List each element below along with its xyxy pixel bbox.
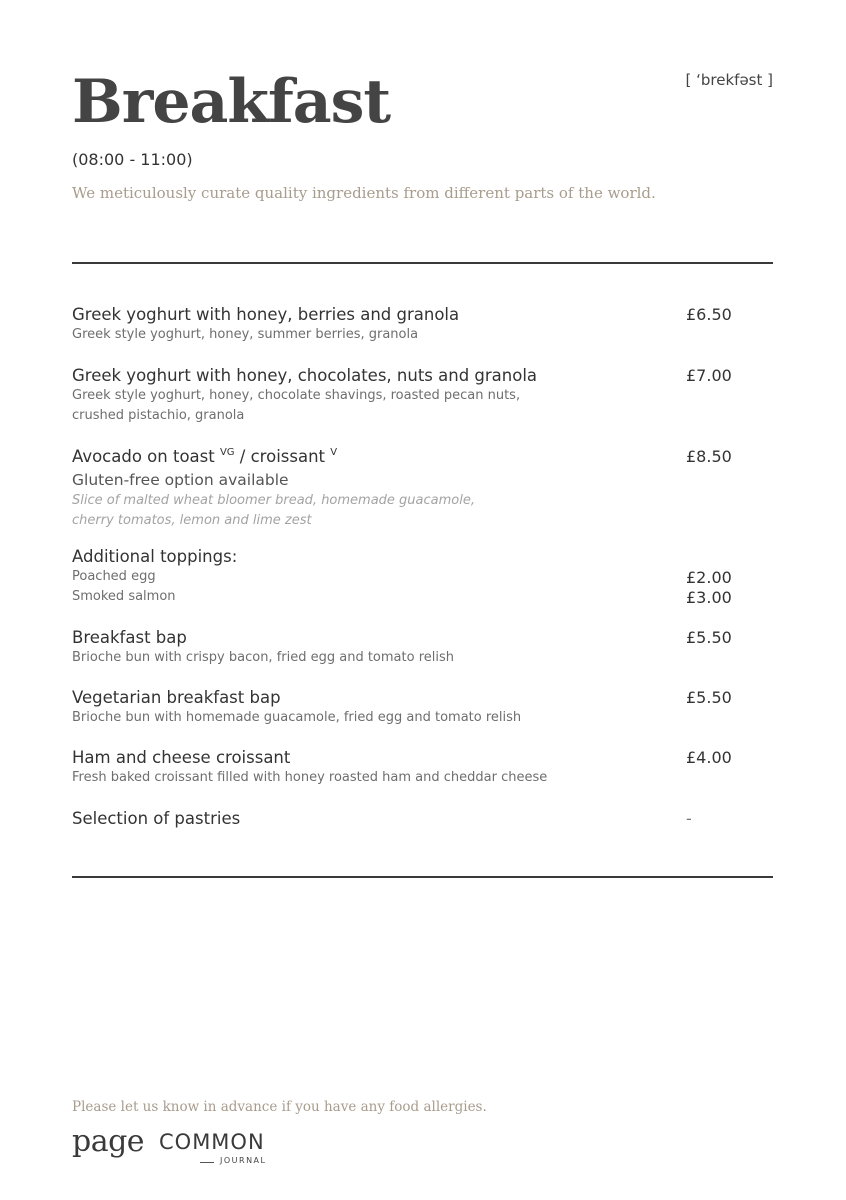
item-description: Brioche bun with homemade guacamole, fried egg and tomato relish <box>72 710 522 725</box>
item-name: Ham and cheese croissant <box>72 748 291 767</box>
item-description: crushed pistachio, granola <box>72 408 245 423</box>
menu-item-greek-choc <box>72 365 773 426</box>
item-price: £5.50 <box>686 628 732 647</box>
item-price: £4.00 <box>686 748 732 767</box>
menu-item-greek-berries <box>72 304 773 345</box>
vegetarian-marker: V <box>330 447 338 458</box>
item-price: £5.50 <box>686 688 732 707</box>
item-description: Greek style yoghurt, honey, chocolate shavings, roasted pecan nuts, <box>72 388 521 403</box>
topping-poached-egg: Poached egg <box>72 569 156 584</box>
menu-item-avocado <box>72 446 773 531</box>
menu-item-pastries <box>72 808 773 829</box>
top-divider <box>72 262 773 264</box>
menu-item-ham-croissant <box>72 747 773 788</box>
logo-common-text: COMMON <box>159 1130 265 1154</box>
item-description: Slice of malted wheat bloomer bread, homemade guacamole, <box>72 493 475 508</box>
item-name: Additional toppings: <box>72 547 238 566</box>
item-price: £6.50 <box>686 305 732 324</box>
logo-dash <box>200 1162 214 1163</box>
item-note: Gluten-free option available <box>72 471 289 489</box>
item-description: Brioche bun with crispy bacon, fried egg and tomato relish <box>72 650 454 665</box>
item-description: Fresh baked croissant filled with honey roasted ham and cheddar cheese <box>72 770 548 785</box>
logo-page-text: page <box>72 1124 145 1159</box>
page-title: Breakfast <box>72 67 391 137</box>
item-name: Vegetarian breakfast bap <box>72 688 281 707</box>
menu-item-toppings <box>72 546 773 607</box>
item-price: £8.50 <box>686 447 732 466</box>
item-name: Selection of pastries <box>72 809 241 828</box>
topping-smoked-salmon: Smoked salmon <box>72 589 176 604</box>
logo-journal-text: JOURNAL <box>220 1156 267 1165</box>
item-price: £7.00 <box>686 366 732 385</box>
vegan-marker: VG <box>219 447 235 458</box>
item-description: Greek style yoghurt, honey, summer berries, granola <box>72 327 419 342</box>
item-name-part: Avocado on toast <box>72 447 215 466</box>
item-name: Greek yoghurt with honey, berries and granola <box>72 305 460 324</box>
item-price: - <box>686 809 692 828</box>
topping-poached-egg-price: £2.00 <box>686 568 732 587</box>
allergy-note: Please let us know in advance if you have any food allergies. <box>72 1099 487 1115</box>
item-description: cherry tomatos, lemon and lime zest <box>72 513 312 528</box>
item-name: Breakfast bap <box>72 628 187 647</box>
menu-item-vegetarian-bap <box>72 687 773 728</box>
item-name-part: / croissant <box>234 447 326 466</box>
brand-logo <box>72 1124 282 1170</box>
topping-smoked-salmon-price: £3.00 <box>686 588 732 607</box>
item-name: Greek yoghurt with honey, chocolates, nuts and granola <box>72 366 538 385</box>
menu-item-breakfast-bap <box>72 627 773 668</box>
opening-hours: (08:00 - 11:00) <box>72 150 193 169</box>
bottom-divider <box>72 876 773 878</box>
tagline: We meticulously curate quality ingredients from different parts of the world. <box>72 184 656 202</box>
item-name <box>72 446 773 470</box>
phonetic-text: [ ‘brekfəst ] <box>685 71 773 89</box>
